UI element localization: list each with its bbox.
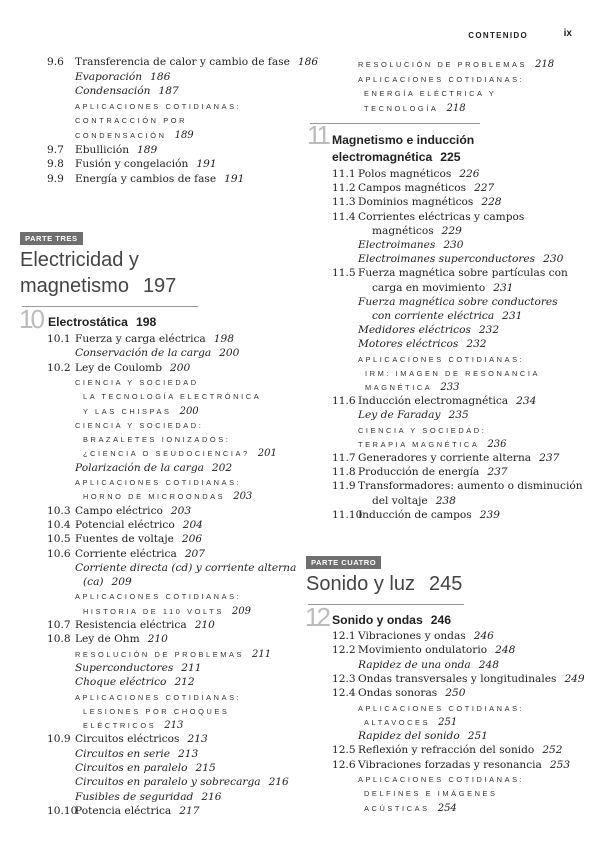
toc-entry-text: Superconductores [75,661,174,674]
toc-entry-text: Inducción de campos [358,508,472,521]
toc-entry-text: carga en movimiento [372,281,486,294]
toc-entry[interactable] [358,253,563,266]
toc-entry[interactable] [75,762,216,775]
toc-entry-text: Transferencia de calor y cambio de fase [75,56,290,68]
toc-entry[interactable] [75,533,202,546]
toc-entry[interactable] [75,462,232,475]
toc-entry[interactable] [75,71,170,84]
toc-entry[interactable] [364,102,466,115]
toc-entry-page: 253 [549,758,571,771]
chapter-11-number: 11 [307,120,328,150]
page-header [0,28,600,42]
toc-entry[interactable] [75,56,318,69]
toc-entry[interactable] [364,87,496,100]
toc-entry-page: 200 [219,347,240,360]
toc-entry-page: 213 [178,747,199,760]
toc-entry-page: 207 [184,547,206,560]
toc-entry-page: 239 [479,508,500,521]
toc-entry-page: 210 [147,633,168,646]
toc-entry[interactable] [75,662,202,675]
toc-entry-text: TERAPIA MAGNÉTICA [358,439,480,449]
toc-entry-text: APLICACIONES COTIDIANAS: [358,354,525,364]
toc-entry[interactable] [358,211,524,224]
toc-entry-page: 227 [474,182,495,195]
toc-entry-text: APLICACIONES COTIDIANAS: [75,478,242,487]
toc-entry[interactable] [75,633,168,646]
toc-entry-text: HISTORIA DE 110 VOLTS [83,606,224,616]
toc-entry-text: Corriente eléctrica [75,547,177,560]
toc-entry[interactable] [372,495,456,508]
chapter-11-title-line2 [332,149,461,165]
toc-entry-page: 212 [174,676,195,689]
toc-entry[interactable] [358,409,469,422]
toc-entry-text: ¿CIENCIA O SEUDOCIENCIA? [83,449,250,459]
toc-entry-page: 191 [224,172,245,185]
toc-entry[interactable] [358,687,465,700]
toc-entry[interactable] [365,381,459,394]
toc-entry-page: 235 [448,409,469,422]
section-number: 10.1 [47,333,71,345]
toc-entry[interactable] [83,576,132,589]
toc-entry[interactable] [75,129,194,142]
toc-entry-text: ELÉCTRICOS [83,721,157,731]
toc-entry-text: Fuentes de voltaje [75,533,174,546]
toc-entry-page: 248 [478,658,499,671]
section-number: 9.7 [47,143,64,156]
part-three-title-text: magnetismo [20,275,129,297]
toc-entry-text: Electroimanes [358,239,436,251]
toc-entry-page: 230 [543,253,564,266]
toc-entry-text: Dominios magnéticos [358,196,474,209]
toc-entry[interactable] [364,716,457,729]
section-number: 10.4 [47,518,71,531]
chapter-10-page: 198 [135,315,157,329]
toc-entry-text: Potencia eléctrica [75,804,172,817]
toc-entry-text: Ebullición [75,143,130,156]
chapter-12-title-text: Sonido y ondas [332,613,423,627]
toc-entry-text: Condensación [75,85,151,98]
toc-entry-page: 198 [213,333,234,345]
toc-entry[interactable] [75,691,241,704]
toc-entry-text: Circuitos en paralelo [75,762,188,774]
toc-entry-text: (ca) [83,576,104,589]
toc-entry-text: Energía y cambios de fase [75,172,217,185]
section-number: 10.9 [47,733,71,746]
toc-entry-text: Evaporación [75,70,143,83]
toc-entry-page: 238 [435,494,456,507]
toc-entry-text: Fuerza magnética sobre conductores [358,295,558,308]
toc-entry-text: Fusibles de seguridad [75,790,194,803]
section-number: 9.6 [47,56,64,68]
section-number: 11.3 [332,196,356,209]
toc-entry-text: APLICACIONES COTIDIANAS: [75,101,242,111]
toc-entry-text: Choque eléctrico [75,676,167,689]
toc-entry-text: Corrientes eléctricas y campos [358,210,525,223]
toc-entry[interactable] [358,644,515,657]
toc-entry[interactable] [358,630,494,643]
toc-entry[interactable] [358,182,494,195]
section-number: 9.8 [47,158,64,171]
toc-entry-text: APLICACIONES COTIDIANAS: [358,775,525,784]
toc-entry[interactable] [83,719,183,732]
toc-entry-page: 231 [493,281,514,294]
toc-entry-text: APLICACIONES COTIDIANAS: [358,74,525,84]
toc-entry[interactable] [358,659,499,672]
section-number: 12.6 [332,758,356,771]
toc-entry-text: Movimiento ondulatorio [358,644,488,657]
toc-entry-page: 211 [252,648,272,660]
toc-entry-page: 231 [502,310,523,322]
toc-entry[interactable] [358,338,487,351]
toc-entry-text: CIENCIA Y SOCIEDAD [75,377,199,387]
toc-entry-text: Electroimanes superconductores [358,253,536,266]
toc-entry-page: 234 [516,395,537,408]
toc-entry-page: 252 [542,744,563,757]
toc-entry-text: Fuerza magnética sobre partículas con [358,267,568,280]
toc-entry-text: Polarización de la carga [75,461,204,474]
toc-entry[interactable] [358,196,502,209]
toc-entry-text: Rapidez del sonido [358,730,460,743]
toc-entry[interactable] [358,239,464,252]
toc-entry-page: 249 [564,672,585,685]
toc-entry-text: Circuitos en paralelo y sobrecarga [75,776,261,789]
toc-entry[interactable] [358,509,500,522]
chapter-11-title-line1: Magnetismo e inducción [332,133,475,147]
toc-entry-text: ALTAVOCES [364,717,431,727]
toc-entry[interactable] [358,168,480,181]
toc-entry[interactable] [358,702,524,715]
toc-entry-page: 254 [437,802,457,814]
section-number: 11.7 [332,452,356,464]
toc-entry[interactable] [83,705,229,718]
toc-entry-page: 189 [137,143,158,156]
toc-entry-text: DELFINES E IMÁGENES [364,789,498,799]
toc-entry-text: Transformadores: aumento o disminución [358,480,583,493]
toc-entry[interactable] [365,367,540,380]
toc-entry-page: 209 [111,576,132,589]
toc-entry-page: 217 [179,804,200,817]
toc-entry[interactable] [83,390,261,403]
toc-entry[interactable] [372,225,462,238]
toc-entry[interactable] [75,376,199,389]
toc-entry-page: 248 [495,644,516,657]
toc-entry-text: TECNOLOGÍA [364,103,439,113]
toc-entry[interactable] [75,100,241,113]
toc-entry-page: 251 [438,716,458,728]
toc-entry-page: 200 [169,361,191,374]
toc-entry[interactable] [75,505,191,518]
toc-entry-page: 189 [174,130,194,141]
toc-entry[interactable] [75,776,289,789]
toc-entry[interactable] [75,85,179,98]
toc-entry-text: Fusión y congelación [75,158,189,171]
chapter-10-rule [22,306,198,307]
toc-entry-text: HORNO DE MICROONDAS [83,492,226,502]
toc-entry-page: 187 [158,85,179,98]
toc-entry[interactable] [358,673,585,686]
toc-entry-page: 228 [481,196,502,209]
part-three-title-line1: Electricidad y [20,249,139,271]
toc-entry-text: Conservación de la carga [75,347,212,360]
toc-entry-text: con corriente eléctrica [372,310,495,322]
toc-entry[interactable] [75,791,222,804]
section-number: 9.9 [47,172,64,185]
toc-entry[interactable] [358,296,558,309]
toc-entry-page: 186 [150,70,171,83]
toc-entry[interactable] [75,648,271,661]
chapter-12-number: 12 [305,602,328,632]
toc-entry[interactable] [358,773,524,786]
part-four-page: 245 [428,573,463,595]
toc-entry-page: 230 [443,239,464,251]
chapter-10-title [48,314,156,330]
toc-entry-text: RESOLUCIÓN DE PROBLEMAS [75,649,245,659]
section-number: 12.1 [332,630,356,642]
section-number: 10.2 [47,361,71,374]
toc-entry[interactable] [358,353,524,366]
toc-entry[interactable] [358,730,488,743]
toc-entry-text: Polos magnéticos [358,168,452,180]
toc-entry[interactable] [358,395,536,408]
toc-entry[interactable] [83,447,277,460]
toc-entry-page: 191 [196,158,217,171]
toc-entry[interactable] [75,347,239,360]
toc-entry[interactable] [83,490,252,503]
toc-entry[interactable] [75,519,203,532]
toc-entry-text: Campo eléctrico [75,504,163,517]
toc-entry[interactable] [358,438,507,451]
part-three-page: 197 [142,275,177,297]
section-number: 11.2 [332,182,356,195]
section-number: 11.4 [332,210,356,223]
toc-entry-page: 186 [297,56,319,68]
toc-entry-page: 216 [201,790,222,803]
toc-entry-text: MAGNÉTICA [365,383,433,392]
toc-entry-text: Circuitos eléctricos [75,733,180,746]
toc-entry[interactable] [358,466,508,479]
toc-entry[interactable] [75,476,241,489]
toc-entry-page: 251 [467,730,488,743]
chapter-11-title-text: electromagnética [332,150,433,164]
toc-entry-page: 209 [231,605,251,617]
section-number: 11.6 [332,395,356,408]
toc-entry-text: Ley de Ohm [75,633,140,646]
part-three-title-line2 [20,273,176,299]
toc-entry-text: APLICACIONES COTIDIANAS: [358,703,525,713]
toc-entry[interactable] [358,58,554,71]
toc-entry-page: 211 [181,661,202,674]
toc-entry-text: IRM: IMAGEN DE RESONANCIA [365,368,541,378]
part-four-badge: PARTE CUATRO [306,556,381,569]
toc-entry-text: Y LAS CHISPAS [83,406,172,416]
toc-entry-page: 204 [182,518,203,531]
toc-entry-text: Reflexión y refracción del sonido [358,744,535,757]
section-number: 12.5 [332,744,356,757]
chapter-12-rule [308,604,464,605]
toc-entry-text: Fuerza y carga eléctrica [75,333,206,345]
toc-entry-page: 237 [487,466,508,479]
toc-entry-text: Motores eléctricos [358,338,459,351]
section-number: 11.10 [332,508,363,521]
toc-entry-page: 202 [211,461,233,474]
toc-entry[interactable] [75,590,241,603]
toc-entry-text: CONTRACCIÓN POR [75,116,188,126]
toc-entry-text: Corriente directa (cd) y corriente alterna [75,561,297,574]
toc-entry-text: Potencial eléctrico [75,518,175,531]
toc-entry[interactable] [358,744,563,757]
toc-entry-text: LESIONES POR CHOQUES [83,706,230,716]
section-number: 11.8 [332,466,356,479]
toc-entry-page: 200 [179,405,199,417]
section-number: 11.1 [332,168,356,180]
toc-entry-text: Vibraciones forzadas y resonancia [358,758,542,771]
toc-entry-text: CIENCIA Y SOCIEDAD: [75,420,204,430]
section-number: 10.7 [47,619,71,631]
toc-entry-text: del voltaje [372,494,428,507]
toc-entry-text: Ley de Faraday [358,409,441,422]
part-four-title-text: Sonido y luz [306,573,415,595]
part-three-badge: PARTE TRES [20,232,83,245]
toc-entry[interactable] [75,114,187,127]
toc-entry-page: 233 [440,382,460,393]
toc-entry-page: 232 [478,324,500,337]
toc-entry-text: BRAZALETES IONIZADOS: [83,435,231,445]
toc-entry-page: 246 [473,630,494,642]
toc-entry[interactable] [372,282,513,295]
toc-entry[interactable] [75,158,217,171]
toc-entry[interactable] [358,759,570,772]
toc-entry[interactable] [358,73,524,86]
toc-entry-text: ENERGÍA ELÉCTRICA Y [364,89,497,99]
toc-entry[interactable] [364,787,498,800]
toc-entry[interactable] [358,267,568,280]
toc-entry[interactable] [75,562,296,575]
toc-entry[interactable] [364,802,457,815]
toc-entry-page: 201 [257,448,277,460]
part-four-title [306,571,462,597]
chapter-11-rule [310,123,480,124]
toc-entry-text: ACÚSTICAS [364,803,430,813]
toc-entry[interactable] [83,405,199,418]
toc-entry-text: CIENCIA Y SOCIEDAD: [358,425,487,435]
section-number: 10.5 [47,533,71,546]
toc-entry-page: 229 [441,224,462,237]
toc-entry-page: 203 [233,491,253,503]
toc-entry-text: Campos magnéticos [358,182,467,195]
page-number: ix [563,28,572,39]
toc-entry-text: magnéticos [372,224,434,237]
toc-entry-page: 236 [487,438,507,450]
chapter-11-page: 225 [440,150,461,164]
toc-entry[interactable] [75,619,215,632]
toc-entry-text: Vibraciones y ondas [358,630,466,642]
section-number: 12.3 [332,672,356,685]
toc-entry-page: 210 [194,619,215,631]
toc-entry-text: Ley de Coulomb [75,361,162,374]
toc-entry-page: 213 [187,733,208,746]
toc-entry[interactable] [75,805,199,818]
toc-entry-page: 203 [170,504,192,517]
toc-entry-text: CONDENSACIÓN [75,131,167,140]
toc-entry-text: Producción de energía [358,466,480,479]
toc-entry-text: Inducción electromagnética [358,395,509,408]
toc-entry-page: 218 [446,102,466,114]
toc-entry-text: Resistencia eléctrica [75,619,187,631]
section-number: 11.9 [332,480,356,493]
section-number: 12.4 [332,687,356,700]
toc-entry[interactable] [75,173,244,186]
toc-entry-text: Rapidez de una onda [358,658,471,671]
section-number: 10.6 [47,547,71,560]
toc-entry[interactable] [75,144,157,157]
toc-entry-page: 226 [459,168,480,180]
toc-entry[interactable] [75,548,205,561]
toc-entry[interactable] [372,310,522,323]
toc-entry-page: 218 [535,59,555,70]
section-number: 12.2 [332,644,356,657]
running-head: CONTENIDO [468,31,528,40]
toc-entry-text: APLICACIONES COTIDIANAS: [75,692,242,702]
chapter-12-title [332,612,451,628]
toc-entry[interactable] [75,362,190,375]
toc-entry-text: Ondas sonoras [358,687,438,700]
toc-entry-page: 206 [181,533,203,546]
toc-entry[interactable] [358,324,499,337]
section-number: 10.10 [47,804,78,817]
toc-entry[interactable] [75,419,203,432]
toc-entry-text: Medidores eléctricos [358,324,471,337]
toc-entry[interactable] [358,424,486,437]
chapter-10-title-text: Electrostática [48,315,128,329]
toc-entry[interactable] [75,676,195,689]
toc-entry-text: LA TECNOLOGÍA ELECTRÓNICA [83,392,262,402]
toc-entry-text: Circuitos en serie [75,747,171,760]
toc-entry-page: 250 [445,687,466,700]
toc-entry[interactable] [358,480,583,493]
section-number: 10.3 [47,504,71,517]
toc-entry-page: 216 [268,776,289,789]
section-number: 11.5 [332,267,356,280]
toc-entry[interactable] [83,433,230,446]
toc-entry-text: Ondas transversales y longitudinales [358,672,557,685]
toc-entry-page: 215 [195,762,216,774]
toc-entry[interactable] [358,452,559,465]
toc-entry-text: APLICACIONES COTIDIANAS: [75,592,242,602]
toc-entry-page: 237 [539,452,560,464]
toc-entry-page: 213 [164,720,184,732]
section-number: 10.8 [47,633,71,646]
chapter-10-number: 10 [19,304,42,334]
toc-entry[interactable] [75,333,234,346]
toc-entry-page: 232 [466,338,487,351]
toc-entry[interactable] [83,605,251,618]
chapter-12-page: 246 [430,613,452,627]
toc-entry-text: RESOLUCIÓN DE PROBLEMAS [358,60,528,69]
toc-entry-text: Generadores y corriente alterna [358,452,532,464]
toc-entry[interactable] [75,748,198,761]
toc-entry[interactable] [75,733,208,746]
